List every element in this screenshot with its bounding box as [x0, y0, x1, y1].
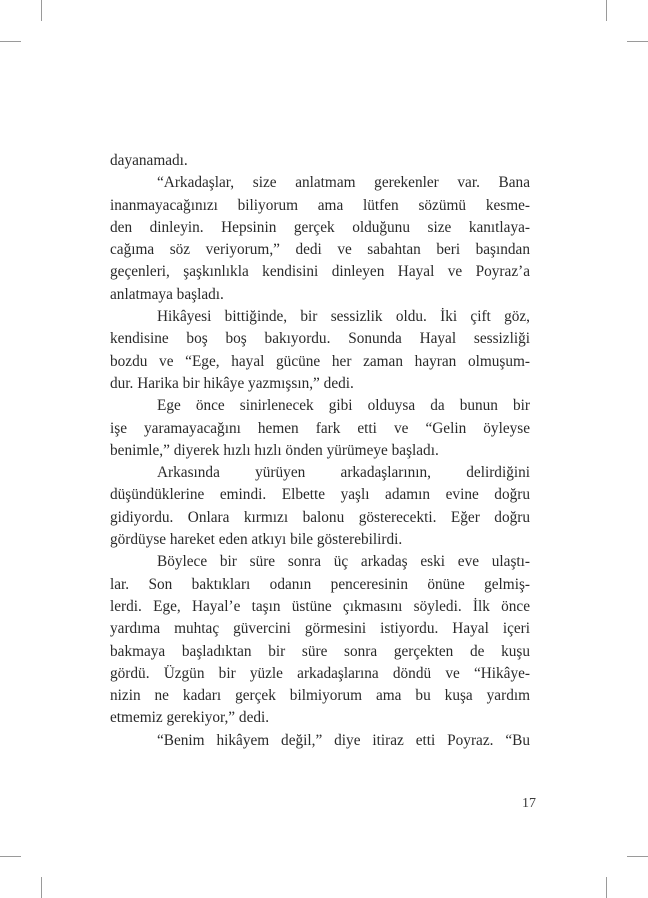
text-line: Hikâyesi bittiğinde, bir sessizlik oldu. İki çift göz,	[157, 308, 530, 326]
text-line: cağıma söz veriyorum,” dedi ve sabahtan beri başından	[110, 241, 530, 259]
text-line: gördüyse hareket eden atkıyı bile gösterebilirdi.	[110, 531, 403, 549]
text-line: “Arkadaşlar, size anlatmam gerekenler var. Bana	[157, 174, 530, 192]
text-line: kendisine boş boş bakıyordu. Sonunda Hayal sessizliği	[110, 330, 530, 348]
text-line: bakmaya başladıktan bir süre sonra gerçekten de kuşu	[110, 642, 530, 660]
text-line: den dinleyin. Hepsinin gerçek olduğunu size kanıtlaya-	[110, 218, 530, 236]
text-line: yardıma muhtaç güvercini görmesini istiyordu. Hayal içeri	[110, 620, 530, 638]
crop-mark-bottom-right-vertical	[606, 877, 607, 898]
text-line: dur. Harika bir hikâye yazmışsın,” dedi.	[110, 374, 354, 392]
crop-mark-top-left-horizontal	[0, 41, 21, 42]
text-line: düşündüklerine emindi. Elbette yaşlı adamın evine doğru	[110, 486, 530, 504]
text-line: “Benim hikâyem değil,” diye itiraz etti Poyraz. “Bu	[157, 731, 530, 749]
text-line: inanmayacağınızı biliyorum ama lütfen sözümü kesme-	[110, 196, 530, 214]
text-line: işe yaramayacağını hemen fark etti ve “Gelin öyleyse	[110, 419, 530, 437]
text-line: bozdu ve “Ege, hayal gücüne her zaman hayran olmuşum-	[110, 352, 530, 370]
text-line: gidiyordu. Onlara kırmızı balonu gösterecekti. Eğer doğru	[110, 508, 530, 526]
crop-mark-bottom-left-vertical	[41, 877, 42, 898]
text-line: gördü. Üzgün bir yüzle arkadaşlarına döndü ve “Hikâye-	[110, 664, 530, 682]
page-number: 17	[522, 796, 536, 811]
crop-mark-top-left-vertical	[41, 0, 42, 21]
text-line: geçenleri, şaşkınlıkla kendisini dinleyen Hayal ve Poyraz’a	[110, 263, 530, 281]
text-line: nizin ne kadarı gerçek bilmiyorum ama bu kuşa yardım	[110, 687, 530, 705]
text-line: Böylece bir süre sonra üç arkadaş eski eve ulaştı-	[157, 553, 530, 571]
text-line: lar. Son baktıkları odanın penceresinin önüne gelmiş-	[110, 575, 530, 593]
crop-mark-top-right-horizontal	[627, 41, 648, 42]
page-body-text	[110, 150, 530, 752]
text-line: lerdi. Ege, Hayal’e taşın üstüne çıkmasını söyledi. İlk önce	[110, 597, 530, 615]
text-line: etmemiz gerekiyor,” dedi.	[110, 709, 270, 727]
text-line: anlatmaya başladı.	[110, 285, 224, 303]
crop-mark-top-right-vertical	[606, 0, 607, 21]
text-line: Arkasında yürüyen arkadaşlarının, delirdiğini	[157, 464, 530, 482]
text-line: benimle,” diyerek hızlı hızlı önden yürümeye başladı.	[110, 441, 439, 459]
text-line: dayanamadı.	[110, 152, 188, 169]
text-line: Ege önce sinirlenecek gibi olduysa da bunun bir	[157, 397, 530, 415]
crop-mark-bottom-left-horizontal	[0, 856, 21, 857]
crop-mark-bottom-right-horizontal	[627, 856, 648, 857]
